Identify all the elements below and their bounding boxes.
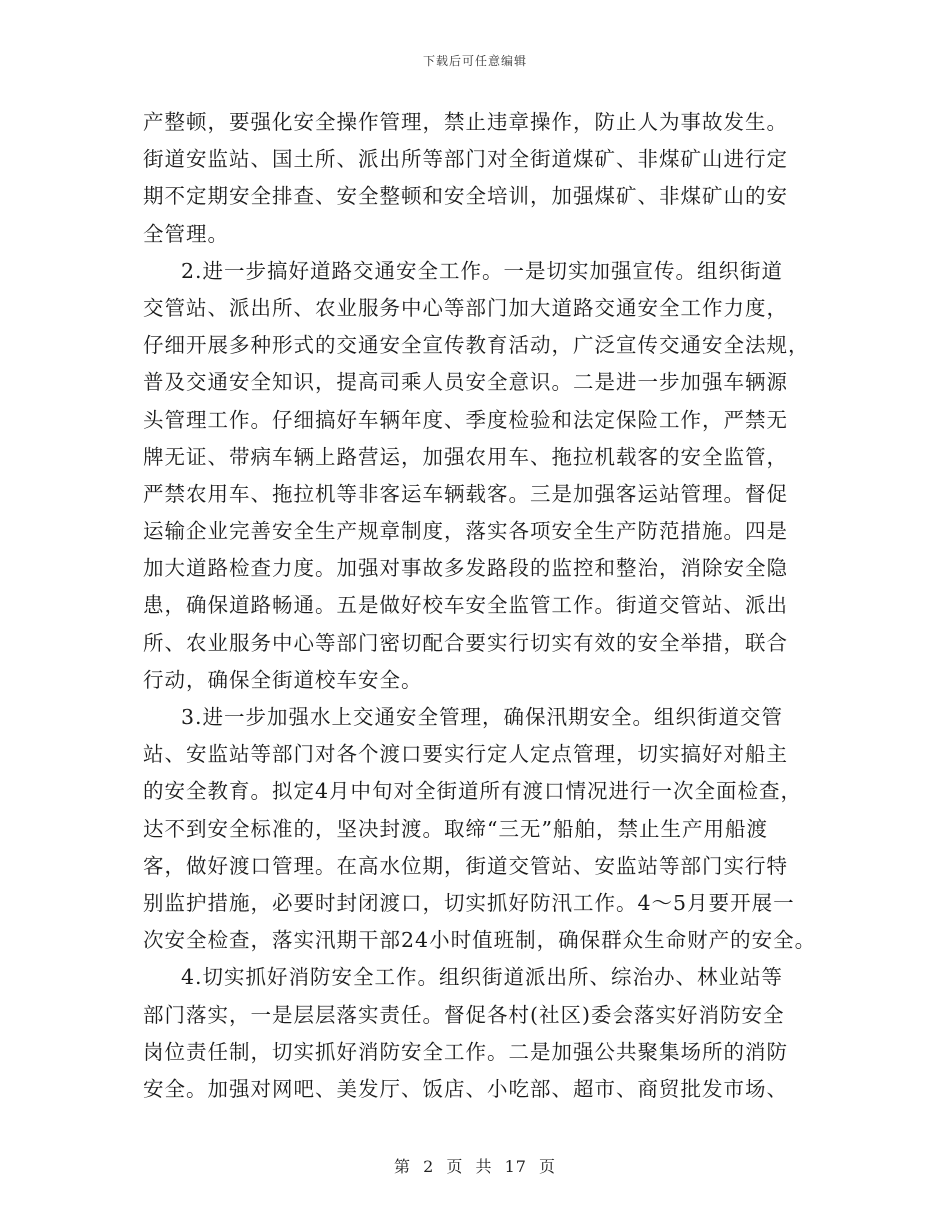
paragraph-start: 2.进一步搞好道路交通安全工作。一是切实加强宣传。组织街道 bbox=[181, 258, 784, 283]
text-line: 产整顿，要强化安全操作管理，禁止违章操作，防止人为事故发生。 bbox=[143, 110, 788, 134]
text-line: 头管理工作。仔细搞好车辆年度、季度检验和法定保险工作，严禁无 bbox=[143, 407, 788, 432]
footer-label-page: 第 bbox=[393, 1157, 411, 1176]
total-page-count: 17 bbox=[504, 1157, 527, 1176]
text-line: 加大道路检查力度。加强对事故多发路段的监控和整治，消除安全隐 bbox=[143, 556, 788, 581]
text-line: 次安全检查，落实汛期干部24小时值班制，确保群众生命财产的安全。 bbox=[143, 928, 817, 953]
document-body bbox=[143, 104, 817, 1108]
text-line: 所、农业服务中心等部门密切配合要实行切实有效的安全举措，联合 bbox=[143, 630, 788, 655]
text-line: 运输企业完善安全生产规章制度，落实各项安全生产防范措施。四是 bbox=[143, 519, 788, 544]
footer-label-unit2: 页 bbox=[539, 1157, 557, 1176]
page-header: 下载后可任意编辑 bbox=[422, 54, 527, 68]
footer-label-unit: 页 bbox=[446, 1157, 464, 1176]
text-line: 患，确保道路畅通。五是做好校车安全监管工作。街道交管站、派出 bbox=[143, 593, 788, 618]
current-page-number: 2 bbox=[423, 1157, 435, 1176]
text-line: 行动，确保全街道校车安全。 bbox=[143, 667, 423, 692]
text-line: 全管理。 bbox=[143, 221, 229, 246]
paragraph-start: 3.进一步加强水上交通安全管理，确保汛期安全。组织街道交管 bbox=[181, 705, 784, 729]
text-line: 严禁农用车、拖拉机等非客运车辆载客。三是加强客运站管理。督促 bbox=[143, 481, 788, 506]
text-line: 站、安监站等部门对各个渡口要实行定人定点管理，切实搞好对船主 bbox=[143, 742, 788, 767]
text-line: 仔细开展多种形式的交通安全宣传教育活动，广泛宣传交通安全法规， bbox=[143, 333, 810, 358]
text-line: 交管站、派出所、农业服务中心等部门加大道路交通安全工作力度， bbox=[143, 295, 788, 320]
paragraph-start: 4.切实抓好消防安全工作。组织街道派出所、综治办、林业站等 bbox=[181, 965, 784, 990]
text-line: 普及交通安全知识，提高司乘人员安全意识。二是进一步加强车辆源 bbox=[143, 370, 788, 395]
text-line: 牌无证、带病车辆上路营运，加强农用车、拖拉机载客的安全监管， bbox=[143, 444, 788, 469]
text-line: 客，做好渡口管理。在高水位期，街道交管站、安监站等部门实行特 bbox=[143, 853, 788, 878]
text-line: 别监护措施，必要时封闭渡口，切实抓好防汛工作。4～5月要开展一 bbox=[143, 890, 795, 915]
text-line: 部门落实，一是层层落实责任。督促各村(社区)委会落实好消防安全 bbox=[143, 1002, 785, 1027]
text-line: 岗位责任制，切实抓好消防安全工作。二是加强公共聚集场所的消防 bbox=[143, 1039, 788, 1064]
text-line: 的安全教育。拟定4月中旬对全街道所有渡口情况进行一次全面检查， bbox=[143, 779, 803, 804]
text-line: 街道安监站、国土所、派出所等部门对全街道煤矿、非煤矿山进行定 bbox=[143, 147, 788, 172]
footer-label-total: 共 bbox=[475, 1157, 493, 1176]
text-line: 达不到安全标准的，坚决封渡。取缔“三无”船舶，禁止生产用船渡 bbox=[143, 816, 768, 841]
text-line: 安全。加强对网吧、美发厅、饭店、小吃部、超市、商贸批发市场、 bbox=[143, 1076, 788, 1101]
text-line: 期不定期安全排查、安全整顿和安全培训，加强煤矿、非煤矿山的安 bbox=[143, 184, 788, 209]
page-footer bbox=[0, 1154, 950, 1177]
